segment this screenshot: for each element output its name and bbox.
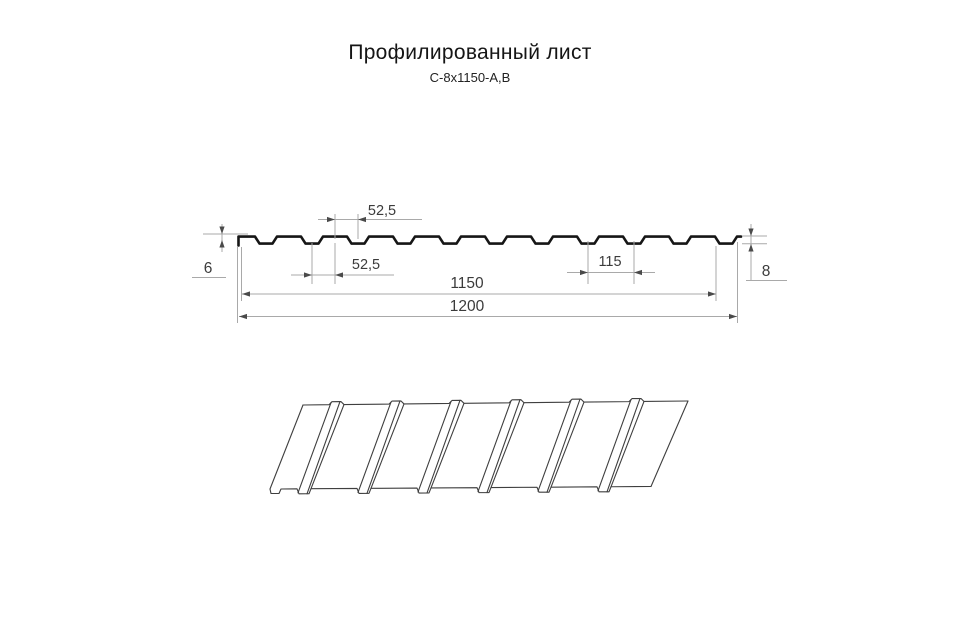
profile-cross-section <box>239 237 742 246</box>
profile-designation: С-8х1150-А,В <box>429 70 511 85</box>
page-title: Профилированный лист <box>348 41 592 64</box>
dim-label-6: 6 <box>203 260 213 277</box>
sheet-3d-view <box>270 398 688 493</box>
sheet-rib-lines <box>298 398 644 493</box>
dimension-working-width <box>242 246 717 301</box>
dim-label-115: 115 <box>598 254 622 270</box>
dim-label-1150: 1150 <box>450 275 484 292</box>
dimension-pitch-top <box>318 203 422 239</box>
sheet-left-edge <box>270 405 303 489</box>
dim-label-8: 8 <box>761 263 771 280</box>
sheet-right-edge <box>651 401 688 487</box>
dimension-profile-height-right <box>742 224 787 281</box>
dim-label-1200: 1200 <box>449 298 485 315</box>
dim-label-52-5-bottom: 52,5 <box>351 257 381 273</box>
dimension-rib-spacing <box>567 241 655 284</box>
dimension-pitch-bottom <box>291 243 394 284</box>
dim-label-52-5-top: 52,5 <box>367 203 397 219</box>
sheet-bottom-edge <box>270 487 651 494</box>
dimension-edge-height-left <box>192 224 248 278</box>
